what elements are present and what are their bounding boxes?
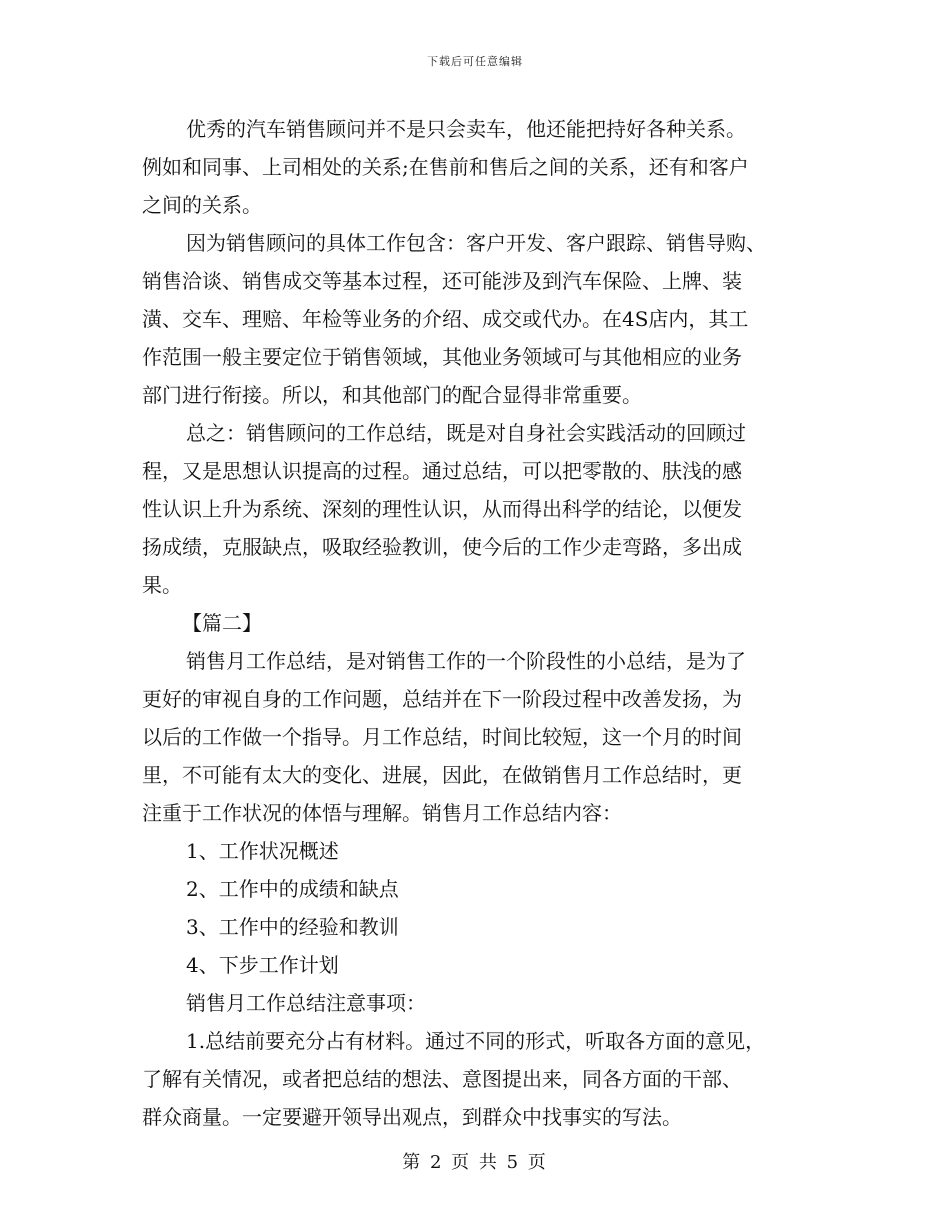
paragraph-2 xyxy=(142,224,822,414)
text-line: 总之：销售顾问的工作总结，既是对自身社会实践活动的回顾过 xyxy=(186,421,746,445)
page-footer: 第 2 页 共 5 页 xyxy=(402,1152,548,1173)
text-line: 扬成绩，克服缺点，吸取经验教训，使今后的工作少走弯路，多出成 xyxy=(142,535,742,559)
text-line: 果。 xyxy=(142,573,182,597)
paragraph-1 xyxy=(142,110,822,224)
page-header: 下载后可任意编辑 xyxy=(427,55,523,68)
text-line: 里，不可能有太大的变化、进展，因此，在做销售月工作总结时，更 xyxy=(142,763,742,787)
text-line: 程，又是思想认识提高的过程。通过总结，可以把零散的、肤浅的感 xyxy=(142,459,742,483)
text-line: 销售洽谈、销售成交等基本过程，还可能涉及到汽车保险、上牌、装 xyxy=(142,269,742,293)
list-item: 4、下步工作计划 xyxy=(186,953,339,977)
list-item: 2、工作中的成绩和缺点 xyxy=(186,877,399,901)
paragraph-4 xyxy=(142,642,822,832)
text-line: 销售月工作总结，是对销售工作的一个阶段性的小总结，是为了 xyxy=(186,649,746,673)
list-item: 3、工作中的经验和教训 xyxy=(186,915,399,939)
text-line: 以后的工作做一个指导。月工作总结，时间比较短，这一个月的时间 xyxy=(142,725,742,749)
document-body xyxy=(142,110,822,1136)
text-line: 例如和同事、上司相处的关系;在售前和售后之间的关系，还有和客户 xyxy=(142,155,749,179)
text-line: 潢、交车、理赔、年检等业务的介绍、成交或代办。在4S店内，其工 xyxy=(142,307,749,331)
text-line: 因为销售顾问的具体工作包含：客户开发、客户跟踪、销售导购、 xyxy=(186,231,766,255)
text-line: 1.总结前要充分占有材料。通过不同的形式，听取各方面的意见， xyxy=(186,1029,766,1053)
list-item: 1、工作状况概述 xyxy=(186,839,339,863)
section-heading: 【篇二】 xyxy=(182,611,262,635)
paragraph-3 xyxy=(142,414,822,604)
text-line: 群众商量。一定要避开领导出观点，到群众中找事实的写法。 xyxy=(142,1105,682,1129)
text-line: 之间的关系。 xyxy=(142,193,262,217)
notes-heading: 销售月工作总结注意事项： xyxy=(186,991,426,1015)
paragraph-5 xyxy=(142,1022,822,1136)
text-line: 作范围一般主要定位于销售领域，其他业务领域可与其他相应的业务 xyxy=(142,345,742,369)
text-line: 优秀的汽车销售顾问并不是只会卖车，他还能把持好各种关系。 xyxy=(186,117,746,141)
text-line: 部门进行衔接。所以，和其他部门的配合显得非常重要。 xyxy=(142,383,642,407)
text-line: 注重于工作状况的体悟与理解。销售月工作总结内容： xyxy=(142,801,622,825)
text-line: 更好的审视自身的工作问题，总结并在下一阶段过程中改善发扬，为 xyxy=(142,687,742,711)
text-line: 性认识上升为系统、深刻的理性认识，从而得出科学的结论，以便发 xyxy=(142,497,742,521)
text-line: 了解有关情况，或者把总结的想法、意图提出来，同各方面的干部、 xyxy=(142,1067,742,1091)
